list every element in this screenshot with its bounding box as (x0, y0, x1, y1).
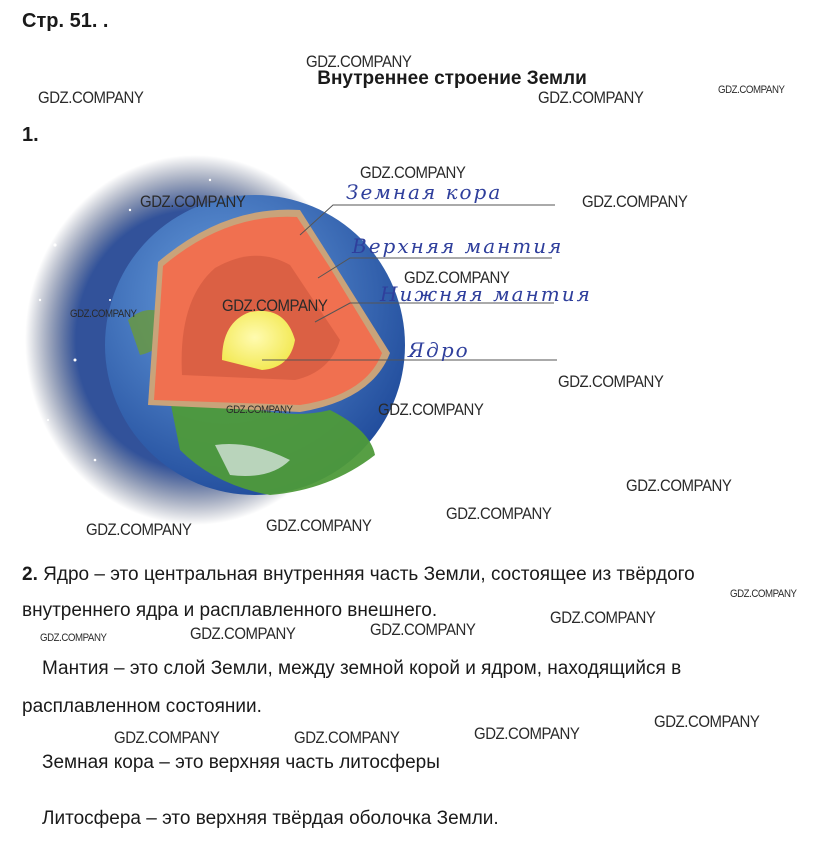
watermark: GDZ.COMPANY (582, 192, 688, 211)
label-crust: Земная кора (346, 180, 503, 204)
watermark: GDZ.COMPANY (70, 308, 137, 320)
watermark: GDZ.COMPANY (140, 192, 246, 211)
watermark: GDZ.COMPANY (550, 608, 656, 627)
watermark: GDZ.COMPANY (38, 88, 144, 107)
watermark: GDZ.COMPANY (266, 516, 372, 535)
watermark: GDZ.COMPANY (370, 620, 476, 639)
page-title: Внутреннее строение Земли (317, 68, 587, 89)
watermark: GDZ.COMPANY (306, 52, 412, 71)
watermark: GDZ.COMPANY (558, 372, 664, 391)
watermark: GDZ.COMPANY (654, 712, 760, 731)
watermark: GDZ.COMPANY (190, 624, 296, 643)
watermark: GDZ.COMPANY (730, 588, 797, 600)
task-2-core-line-2: внутреннего ядра и расплавленного внешнего. (22, 600, 438, 621)
watermark: GDZ.COMPANY (446, 504, 552, 523)
watermark: GDZ.COMPANY (226, 404, 293, 416)
task-2-crust: Земная кора – это верхняя часть литосферы (42, 752, 440, 773)
watermark: GDZ.COMPANY (474, 724, 580, 743)
watermark: GDZ.COMPANY (222, 296, 328, 315)
label-upper-mantle: Верхняя мантия (352, 234, 564, 258)
watermark: GDZ.COMPANY (404, 268, 510, 287)
watermark: GDZ.COMPANY (40, 632, 107, 644)
watermark: GDZ.COMPANY (114, 728, 220, 747)
watermark: GDZ.COMPANY (86, 520, 192, 539)
watermark: GDZ.COMPANY (360, 163, 466, 182)
watermark: GDZ.COMPANY (538, 88, 644, 107)
task-2-number: 2. (22, 564, 38, 585)
task-2-core-line-1: 2. Ядро – это центральная внутренняя часть Земли, состоящее из твёрдого (22, 564, 695, 585)
label-core: Ядро (408, 338, 470, 362)
task-2-mantle-line-2: расплавленном состоянии. (22, 696, 262, 717)
label-lower-mantle: Нижняя мантия (380, 282, 592, 306)
watermark: GDZ.COMPANY (626, 476, 732, 495)
watermark: GDZ.COMPANY (718, 84, 785, 96)
task-2-lithosphere: Литосфера – это верхняя твёрдая оболочка Земли. (42, 808, 499, 829)
task-1-number: 1. (22, 124, 39, 146)
page-number: Стр. 51. . (22, 10, 109, 32)
task-2-mantle-line-1: Мантия – это слой Земли, между земной корой и ядром, находящийся в (42, 658, 682, 679)
watermark: GDZ.COMPANY (294, 728, 400, 747)
watermark: GDZ.COMPANY (378, 400, 484, 419)
